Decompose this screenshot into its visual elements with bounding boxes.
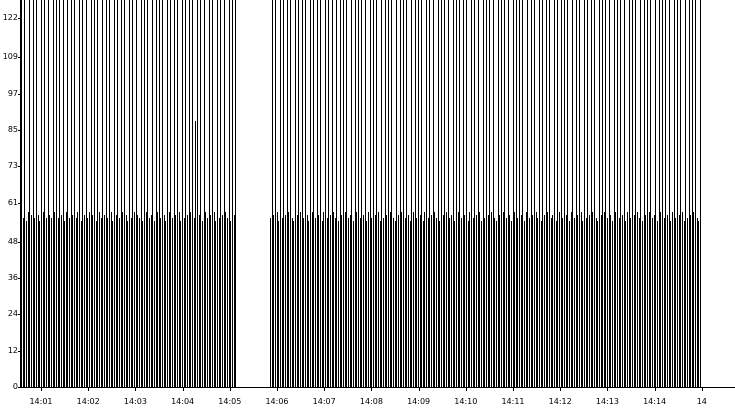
y-tick-mark bbox=[18, 166, 21, 167]
y-tick-label: 109 bbox=[2, 52, 18, 62]
y-tick-label: 36 bbox=[7, 273, 18, 283]
y-tick-mark bbox=[18, 314, 21, 315]
x-tick-mark bbox=[607, 388, 608, 391]
y-tick-label: 0 bbox=[12, 382, 18, 391]
y-tick-label: 24 bbox=[7, 309, 18, 319]
y-tick-mark bbox=[18, 57, 21, 58]
x-tick-label: 14:12 bbox=[548, 397, 572, 406]
bar bbox=[700, 0, 701, 387]
x-tick-label: 14:10 bbox=[454, 397, 478, 406]
x-axis-line bbox=[20, 387, 735, 388]
y-tick-mark bbox=[18, 278, 21, 279]
x-tick-mark bbox=[230, 388, 231, 391]
x-tick-mark bbox=[277, 388, 278, 391]
x-tick-label: 14:13 bbox=[595, 397, 619, 406]
y-tick-label: 48 bbox=[7, 236, 18, 246]
x-tick-label: 14:01 bbox=[29, 397, 53, 406]
y-tick-label: 73 bbox=[7, 161, 18, 171]
x-tick-label: 14:09 bbox=[407, 397, 431, 406]
x-tick-mark bbox=[41, 388, 42, 391]
x-tick-mark bbox=[183, 388, 184, 391]
x-tick-mark bbox=[88, 388, 89, 391]
y-tick-label: 61 bbox=[7, 197, 18, 207]
y-tick-mark bbox=[18, 242, 21, 243]
y-tick-mark bbox=[18, 130, 21, 131]
x-tick-label: 14:02 bbox=[76, 397, 100, 406]
x-tick-label: 14 bbox=[696, 397, 707, 406]
x-tick-mark bbox=[371, 388, 372, 391]
bar-series bbox=[21, 0, 735, 387]
y-tick-mark bbox=[18, 387, 21, 388]
x-tick-label: 14:08 bbox=[359, 397, 383, 406]
x-tick-label: 14:03 bbox=[123, 397, 147, 406]
y-tick-label: 12 bbox=[7, 345, 18, 355]
y-tick-label: 97 bbox=[7, 88, 18, 98]
x-tick-label: 14:07 bbox=[312, 397, 336, 406]
plot-area bbox=[21, 0, 735, 387]
x-tick-mark bbox=[560, 388, 561, 391]
y-tick-label: 85 bbox=[7, 125, 18, 134]
x-tick-mark bbox=[655, 388, 656, 391]
x-tick-mark bbox=[419, 388, 420, 391]
x-tick-mark bbox=[135, 388, 136, 391]
x-tick-label: 14:04 bbox=[171, 397, 195, 406]
bar bbox=[235, 0, 236, 387]
x-tick-mark bbox=[513, 388, 514, 391]
x-tick-label: 14:11 bbox=[501, 397, 525, 406]
x-tick-label: 14:14 bbox=[643, 397, 667, 406]
x-tick-mark bbox=[466, 388, 467, 391]
y-tick-label: 122 bbox=[2, 13, 18, 23]
x-tick-mark bbox=[702, 388, 703, 391]
y-tick-mark bbox=[18, 351, 21, 352]
x-tick-label: 14:06 bbox=[265, 397, 289, 406]
y-tick-mark bbox=[18, 203, 21, 204]
y-tick-mark bbox=[18, 18, 21, 19]
y-tick-mark bbox=[18, 94, 21, 95]
x-tick-label: 14:05 bbox=[218, 397, 242, 406]
x-tick-mark bbox=[324, 388, 325, 391]
